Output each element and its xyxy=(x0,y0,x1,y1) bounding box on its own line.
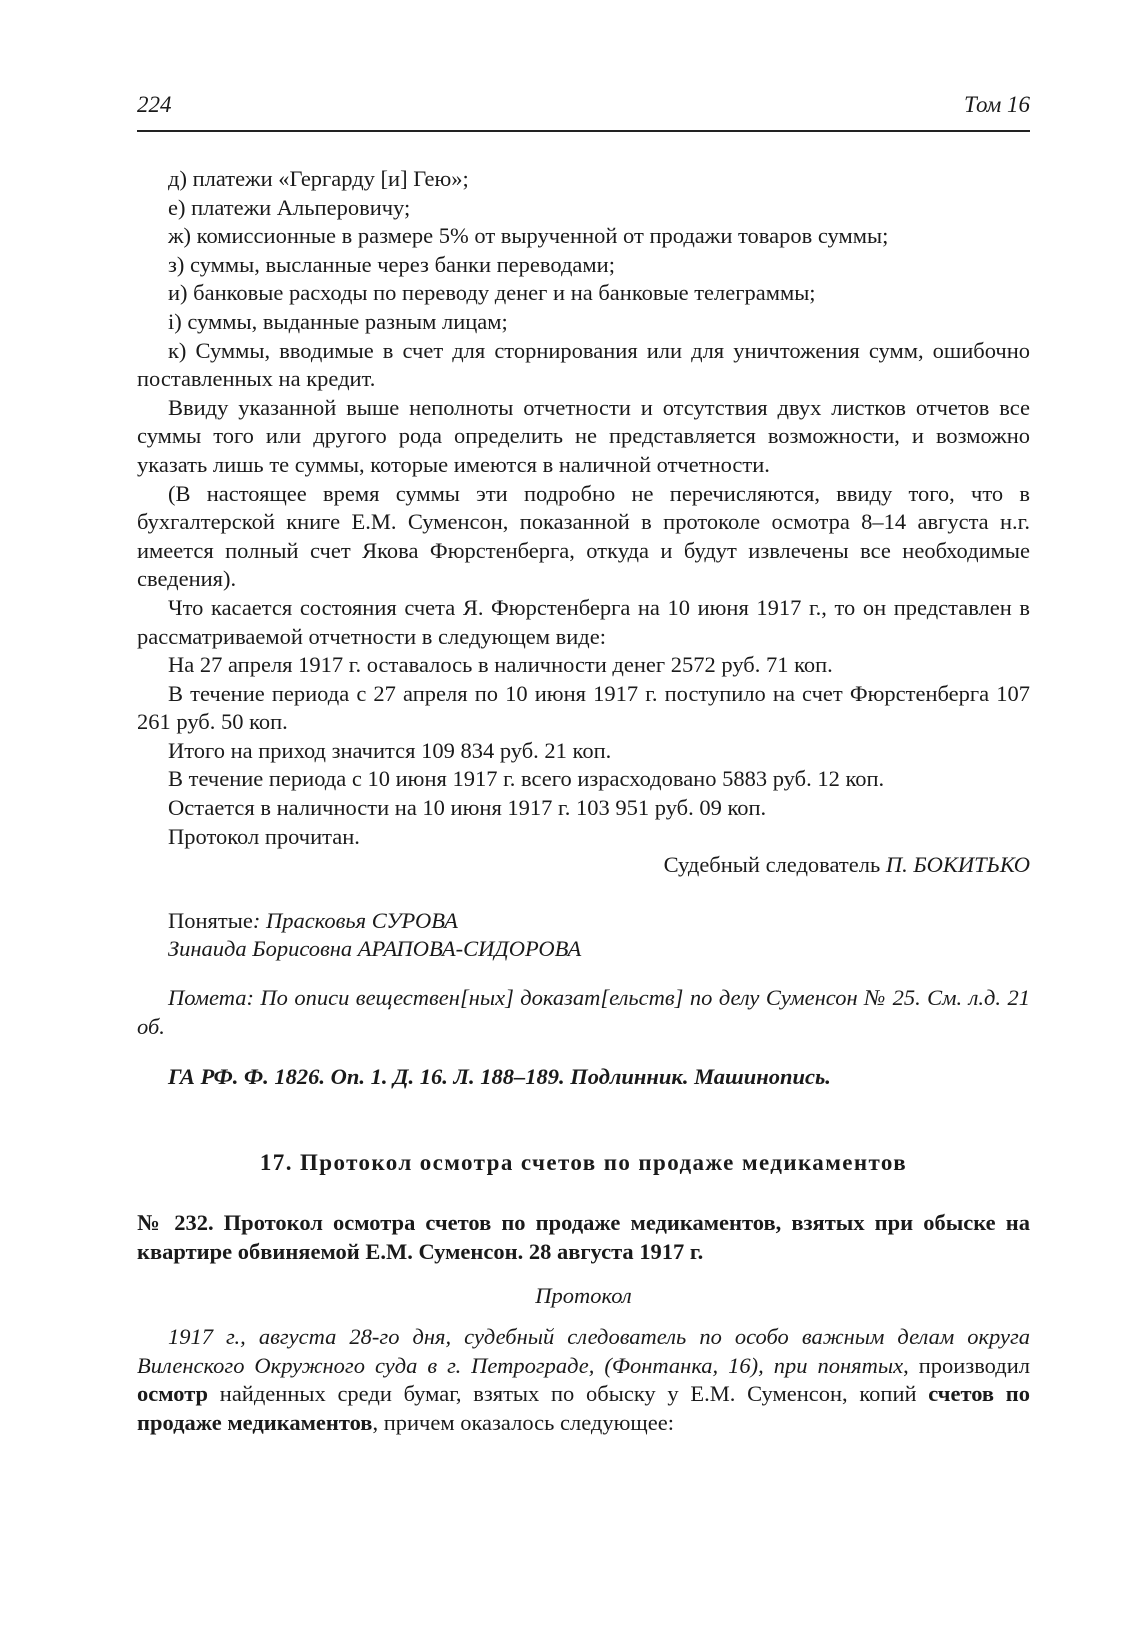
archival-mark: Помета: По описи веществен[ных] доказат[ельств] по делу Суменсон № 25. См. л.д. 21 об. xyxy=(137,985,1030,1039)
list-item: з) суммы, высланные через банки переводами; xyxy=(168,251,615,277)
archive-reference: ГА РФ. Ф. 1826. Оп. 1. Д. 16. Л. 188–189. Подлинник. Машинопись. xyxy=(168,1064,831,1090)
signature-line xyxy=(137,851,1030,880)
list-item: ж) комиссионные в размере 5% от вырученной от продажи товаров суммы; xyxy=(168,223,889,249)
intro-bold-1: осмотр xyxy=(137,1381,209,1407)
intro-paragraph xyxy=(137,1323,1030,1437)
list-item: к) Суммы, вводимые в счет для сторнирования или для уничтожения сумм, ошибочно поставленных на кредит. xyxy=(137,337,1030,392)
paragraph-total-income: Итого на приход значится 109 834 руб. 21 коп. xyxy=(168,737,612,763)
paragraph-april: На 27 апреля 1917 г. оставалось в наличности денег 2572 руб. 71 коп. xyxy=(168,652,833,678)
intro-text-3: , причем оказалось следующее: xyxy=(372,1409,674,1435)
witness-second: Зинаида Борисовна АРАПОВА-СИДОРОВА xyxy=(168,936,582,962)
paragraph-remaining: Остается в наличности на 10 июня 1917 г. 103 951 руб. 09 коп. xyxy=(168,795,767,821)
intro-text-2: найденных среди бумаг, взятых по обыску у Е.М. Суменсон, копий xyxy=(208,1381,929,1407)
intro-text-1: , производил xyxy=(903,1352,1030,1378)
paragraph-state: Что касается состояния счета Я. Фюрстенберга на 10 июня 1917 г., то он представлен в рассматриваемой отчетности в следующем виде: xyxy=(137,594,1030,649)
paragraph-note: (В настоящее время суммы эти подробно не перечисляются, ввиду того, что в бухгалтерской книге Е.М. Суменсон, показанной в протоколе осмотра 8–14 августа н.г. имеется полный счет Якова Фюрстенберга, откуда и будут извлечены все необходимые сведения). xyxy=(137,480,1030,592)
paragraph-received: В течение периода с 27 апреля по 10 июня 1917 г. поступило на счет Фюрстенберга 107 261 руб. 50 коп. xyxy=(137,680,1030,735)
signature-name: П. БОКИТЬКО xyxy=(885,852,1030,878)
list-item: д) платежи «Гергарду [и] Гею»; xyxy=(168,166,469,191)
paragraph-incomplete: Ввиду указанной выше неполноты отчетности и отсутствия двух листков отчетов все суммы того или другого рода определить не представляется возможности, и возможно указать лишь те суммы, которые имеются в наличной отчетности. xyxy=(137,394,1030,477)
page-body xyxy=(137,165,1030,1438)
volume-label: Том 16 xyxy=(963,92,1030,117)
signature-role: Судебный следователь xyxy=(663,852,886,878)
document-title: № 232. Протокол осмотра счетов по продаже медикаментов, взятых при обыске на квартире обвиняемой Е.М. Суменсон. 28 августа 1917 г. xyxy=(137,1210,1030,1264)
witness-first: : Прасковья СУРОВА xyxy=(252,907,458,933)
list-item: і) суммы, выданные разным лицам; xyxy=(168,308,508,334)
section-title: 17. Протокол осмотра счетов по продаже медикаментов xyxy=(259,1149,908,1175)
list-item: е) платежи Альперовичу; xyxy=(168,194,411,220)
running-header xyxy=(137,88,1030,132)
list-item: и) банковые расходы по переводу денег и на банковые телеграммы; xyxy=(168,280,816,306)
paragraph-spent: В течение периода с 10 июня 1917 г. всего израсходовано 5883 руб. 12 коп. xyxy=(168,766,885,792)
witness-line-1 xyxy=(137,907,1030,936)
witnesses-label: Понятые xyxy=(168,907,253,933)
paragraph-read: Протокол прочитан. xyxy=(168,823,360,849)
page-number: 224 xyxy=(137,92,172,117)
protocol-heading: Протокол xyxy=(535,1282,632,1308)
intro-bold-2: счетов по продаже медикаментов xyxy=(137,1381,1030,1435)
intro-italic: 1917 г., августа 28-го дня, судебный следователь по особо важным делам округа Виленского Окружного суда в г. Петрограде, (Фонтанка, 16), при понятых xyxy=(137,1324,1030,1378)
